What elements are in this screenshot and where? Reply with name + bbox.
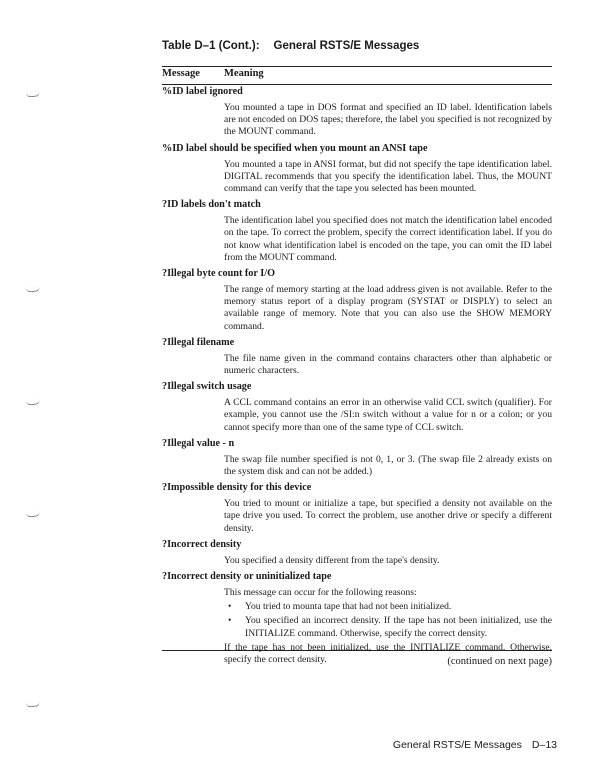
message-entry xyxy=(162,142,552,196)
message-entry xyxy=(162,538,552,567)
bullet-text: You tried to mounta tape that had not been initialized. xyxy=(245,601,452,613)
bullet-text: You specified an incorrect density. If the tape has not been initialized, use the INITIALIZE command. Otherwise, specify the correct density. xyxy=(245,615,552,639)
bullet-item xyxy=(224,615,552,639)
message-text: ?ID labels don't match xyxy=(162,199,261,211)
meaning-text: The file name given in the command contains characters other than alphabetic or numeric characters. xyxy=(224,352,552,377)
column-header-message: Message xyxy=(162,68,200,79)
message-entry xyxy=(162,437,552,478)
meaning-text: The identification label you specified does not match the identification label encoded on the tape. To correct the problem, specify the correct identification label. If you do not know what identification label is encoded on the tape, you can omit the ID label from the MOUNT command. xyxy=(224,215,552,263)
scan-margin-mark xyxy=(26,511,40,517)
meaning-text: You mounted a tape in ANSI format, but did not specify the tape identification label. DIGITAL recommends that you specify the identification label. Thus, the MOUNT command can verify that the tape you selected has been mounted. xyxy=(224,158,552,195)
message-text: %ID label ignored xyxy=(162,86,243,97)
message-text: ?Impossible density for this device xyxy=(162,482,312,494)
message-text: ?Illegal byte count for I/O xyxy=(162,268,276,280)
footer-section-title: General RSTS/E Messages xyxy=(392,739,522,751)
message-entry xyxy=(162,85,552,139)
scan-margin-mark xyxy=(26,286,40,292)
meaning-text: You mounted a tape in DOS format and specified an ID label. Identification labels are not encoded on DOS tapes; therefore, the label you specified is not recognized by the MOUNT command. xyxy=(224,102,552,138)
bullet-icon: • xyxy=(228,601,232,613)
table-title xyxy=(162,40,419,52)
message-entry xyxy=(162,336,552,377)
meaning-text: This message can occur for the following reasons: xyxy=(224,587,417,599)
meaning-text: You tried to mount or initialize a tape, but specified a density not available on the tape drive you used. To correct the problem, use another drive or specify a different density. xyxy=(224,498,552,534)
meaning-followup: If the tape has not been initialized, use the INITIALIZE command. Otherwise, specify the correct density. xyxy=(224,641,552,666)
message-list xyxy=(162,85,552,669)
message-text: ?Incorrect density xyxy=(162,538,242,550)
table-caption: General RSTS/E Messages xyxy=(273,40,420,52)
message-entry xyxy=(162,481,552,535)
meaning-block xyxy=(224,587,552,666)
message-entry xyxy=(162,198,552,264)
continued-note: (continued on next page) xyxy=(447,656,552,667)
meaning-text: You specified a density different from the tape's density. xyxy=(224,554,440,566)
meaning-text: The swap file number specified is not 0, 1, or 3. (The swap file 2 already exists on the system disk and can not be added.) xyxy=(224,453,552,478)
message-text: ?Incorrect density or uninitialized tape xyxy=(162,571,332,583)
page-number: D–13 xyxy=(531,739,557,751)
scan-margin-mark xyxy=(26,701,40,707)
page-footer xyxy=(393,739,557,751)
meaning-text: A CCL command contains an error in an otherwise valid CCL switch (qualifier). For example, you cannot use the /SI:n switch without a value for n or a colon; or you cannot specify more than one of the same type of CCL switch. xyxy=(224,397,552,433)
scan-margin-mark xyxy=(26,91,40,97)
bullet-item xyxy=(224,601,552,613)
message-entry xyxy=(162,380,552,434)
message-entry xyxy=(162,570,552,666)
message-text: ?Illegal switch usage xyxy=(162,381,252,393)
message-entry xyxy=(162,267,552,333)
scan-margin-mark xyxy=(26,399,40,405)
message-text: ?Illegal filename xyxy=(162,336,235,348)
message-text: %ID label should be specified when you mount an ANSI tape xyxy=(162,142,428,154)
meaning-text: The range of memory starting at the load address given is not available. Refer to the memory status report of a display program (SYSTAT or DISPLY) to select an available range of memory. Note that you can also use the SHOW MEMORY command. xyxy=(224,284,552,332)
message-text: ?Illegal value - n xyxy=(162,437,235,449)
table-header xyxy=(162,66,552,85)
table-number: Table D–1 (Cont.): xyxy=(162,40,260,52)
column-header-meaning: Meaning xyxy=(224,68,264,79)
table-bottom-rule xyxy=(162,650,552,651)
bullet-icon: • xyxy=(228,615,232,627)
